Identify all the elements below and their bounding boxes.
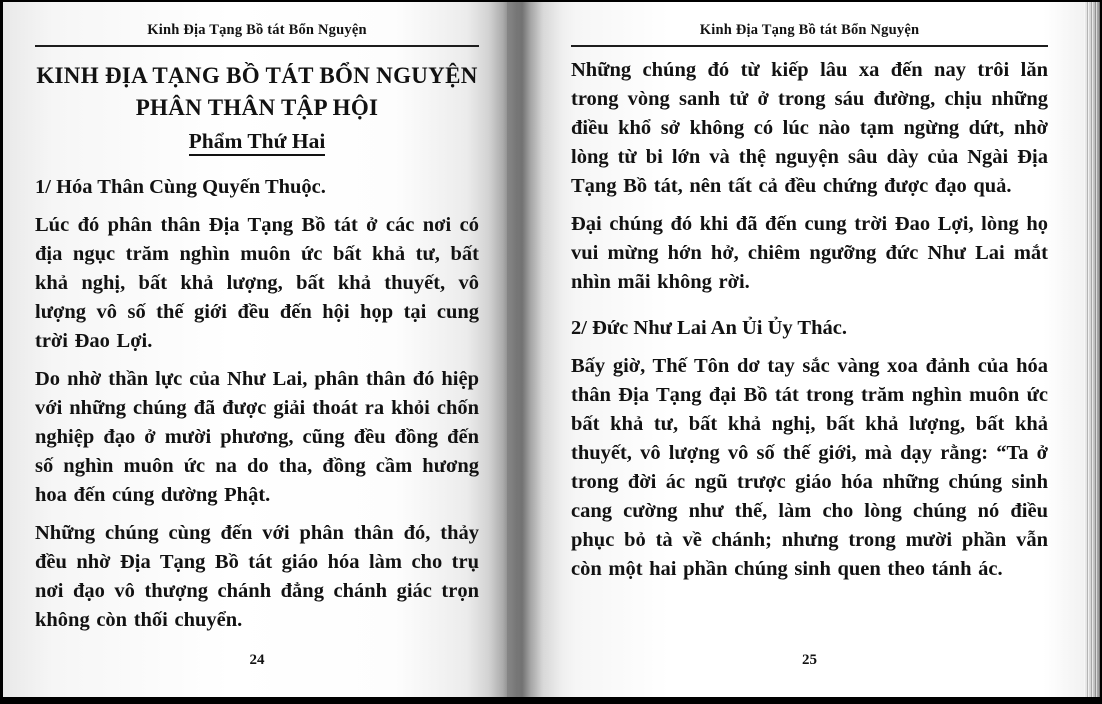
left-page-content xyxy=(3,2,507,635)
right-paragraph-3: Bấy giờ, Thế Tôn dơ tay sắc vàng xoa đảnh của hóa thân Địa Tạng đại Bồ tát trong trăm nghìn muôn ức bất khả tư, bất khả nghị, bất khả lượng, bất khả thuyết, vô lượng vô số thế giới, mà dạy rằng: “Ta ở trong đời ác ngũ trược giáo hóa những chúng sinh cang cường như thế, làm cho lòng chúng nó điều phục bỏ tà về chánh; nhưng trong mười phần vẫn còn một hai phần chúng sinh quen theo tánh ác. xyxy=(571,355,1048,580)
chapter-subtitle xyxy=(35,126,479,156)
page-stack-edge xyxy=(1084,2,1100,697)
book-spread xyxy=(0,2,1100,697)
chapter-title xyxy=(35,60,479,124)
right-page-content xyxy=(507,2,1084,584)
chapter-title-line2: PHÂN THÂN TẬP HỘI xyxy=(135,95,379,120)
left-paragraph-2: Do nhờ thần lực của Như Lai, phân thân đó hiệp với những chúng đã được giải thoát ra khỏi chốn nghiệp đạo ở mười phương, cũng đều đồng đến số nghìn muôn ức na do tha, đồng cầm hương hoa đến cúng dường Phật. xyxy=(35,368,479,506)
right-paragraph-2: Đại chúng đó khi đã đến cung trời Đao Lợi, lòng họ vui mừng hớn hở, chiêm ngưỡng đức Như Lai mắt nhìn mãi không rời. xyxy=(571,213,1048,293)
section-heading-2: 2/ Đức Như Lai An Ủi Ủy Thác. xyxy=(571,317,847,339)
right-paragraph-1: Những chúng đó từ kiếp lâu xa đến nay trôi lăn trong vòng sanh tử ở trong sáu đường, chịu những điều khổ sở không có lúc nào tạm ngừng dứt, nhờ lòng từ bi lớn và thệ nguyện sâu dày của Ngài Địa Tạng Bồ tát, nên tất cả đều chứng được đạo quả. xyxy=(571,59,1048,197)
chapter-subtitle-text: Phẩm Thứ Hai xyxy=(189,129,326,156)
page-number-right: 25 xyxy=(802,652,817,668)
left-paragraph-1: Lúc đó phân thân Địa Tạng Bồ tát ở các nơi có địa ngục trăm nghìn muôn ức bất khả tư, bất khả nghị, bất khả lượng, bất khả thuyết, vô lượng vô số thế giới đều đến hội họp tại cung trời Đao Lợi. xyxy=(35,214,479,352)
section-heading-1: 1/ Hóa Thân Cùng Quyến Thuộc. xyxy=(35,176,326,198)
left-page xyxy=(3,2,507,697)
left-paragraph-3: Những chúng cùng đến với phân thân đó, thảy đều nhờ Địa Tạng Bồ tát giáo hóa làm cho trụ nơi đạo vô thượng chánh đẳng chánh giác trọn không còn thối chuyển. xyxy=(35,522,479,631)
chapter-title-line1: KINH ĐỊA TẠNG BỒ TÁT BỔN NGUYỆN xyxy=(36,63,478,88)
page-number-left: 24 xyxy=(249,652,265,668)
right-page xyxy=(507,2,1084,697)
running-header-left: Kinh Địa Tạng Bồ tát Bổn Nguyện xyxy=(35,22,479,47)
running-header-right: Kinh Địa Tạng Bồ tát Bổn Nguyện xyxy=(571,22,1048,47)
